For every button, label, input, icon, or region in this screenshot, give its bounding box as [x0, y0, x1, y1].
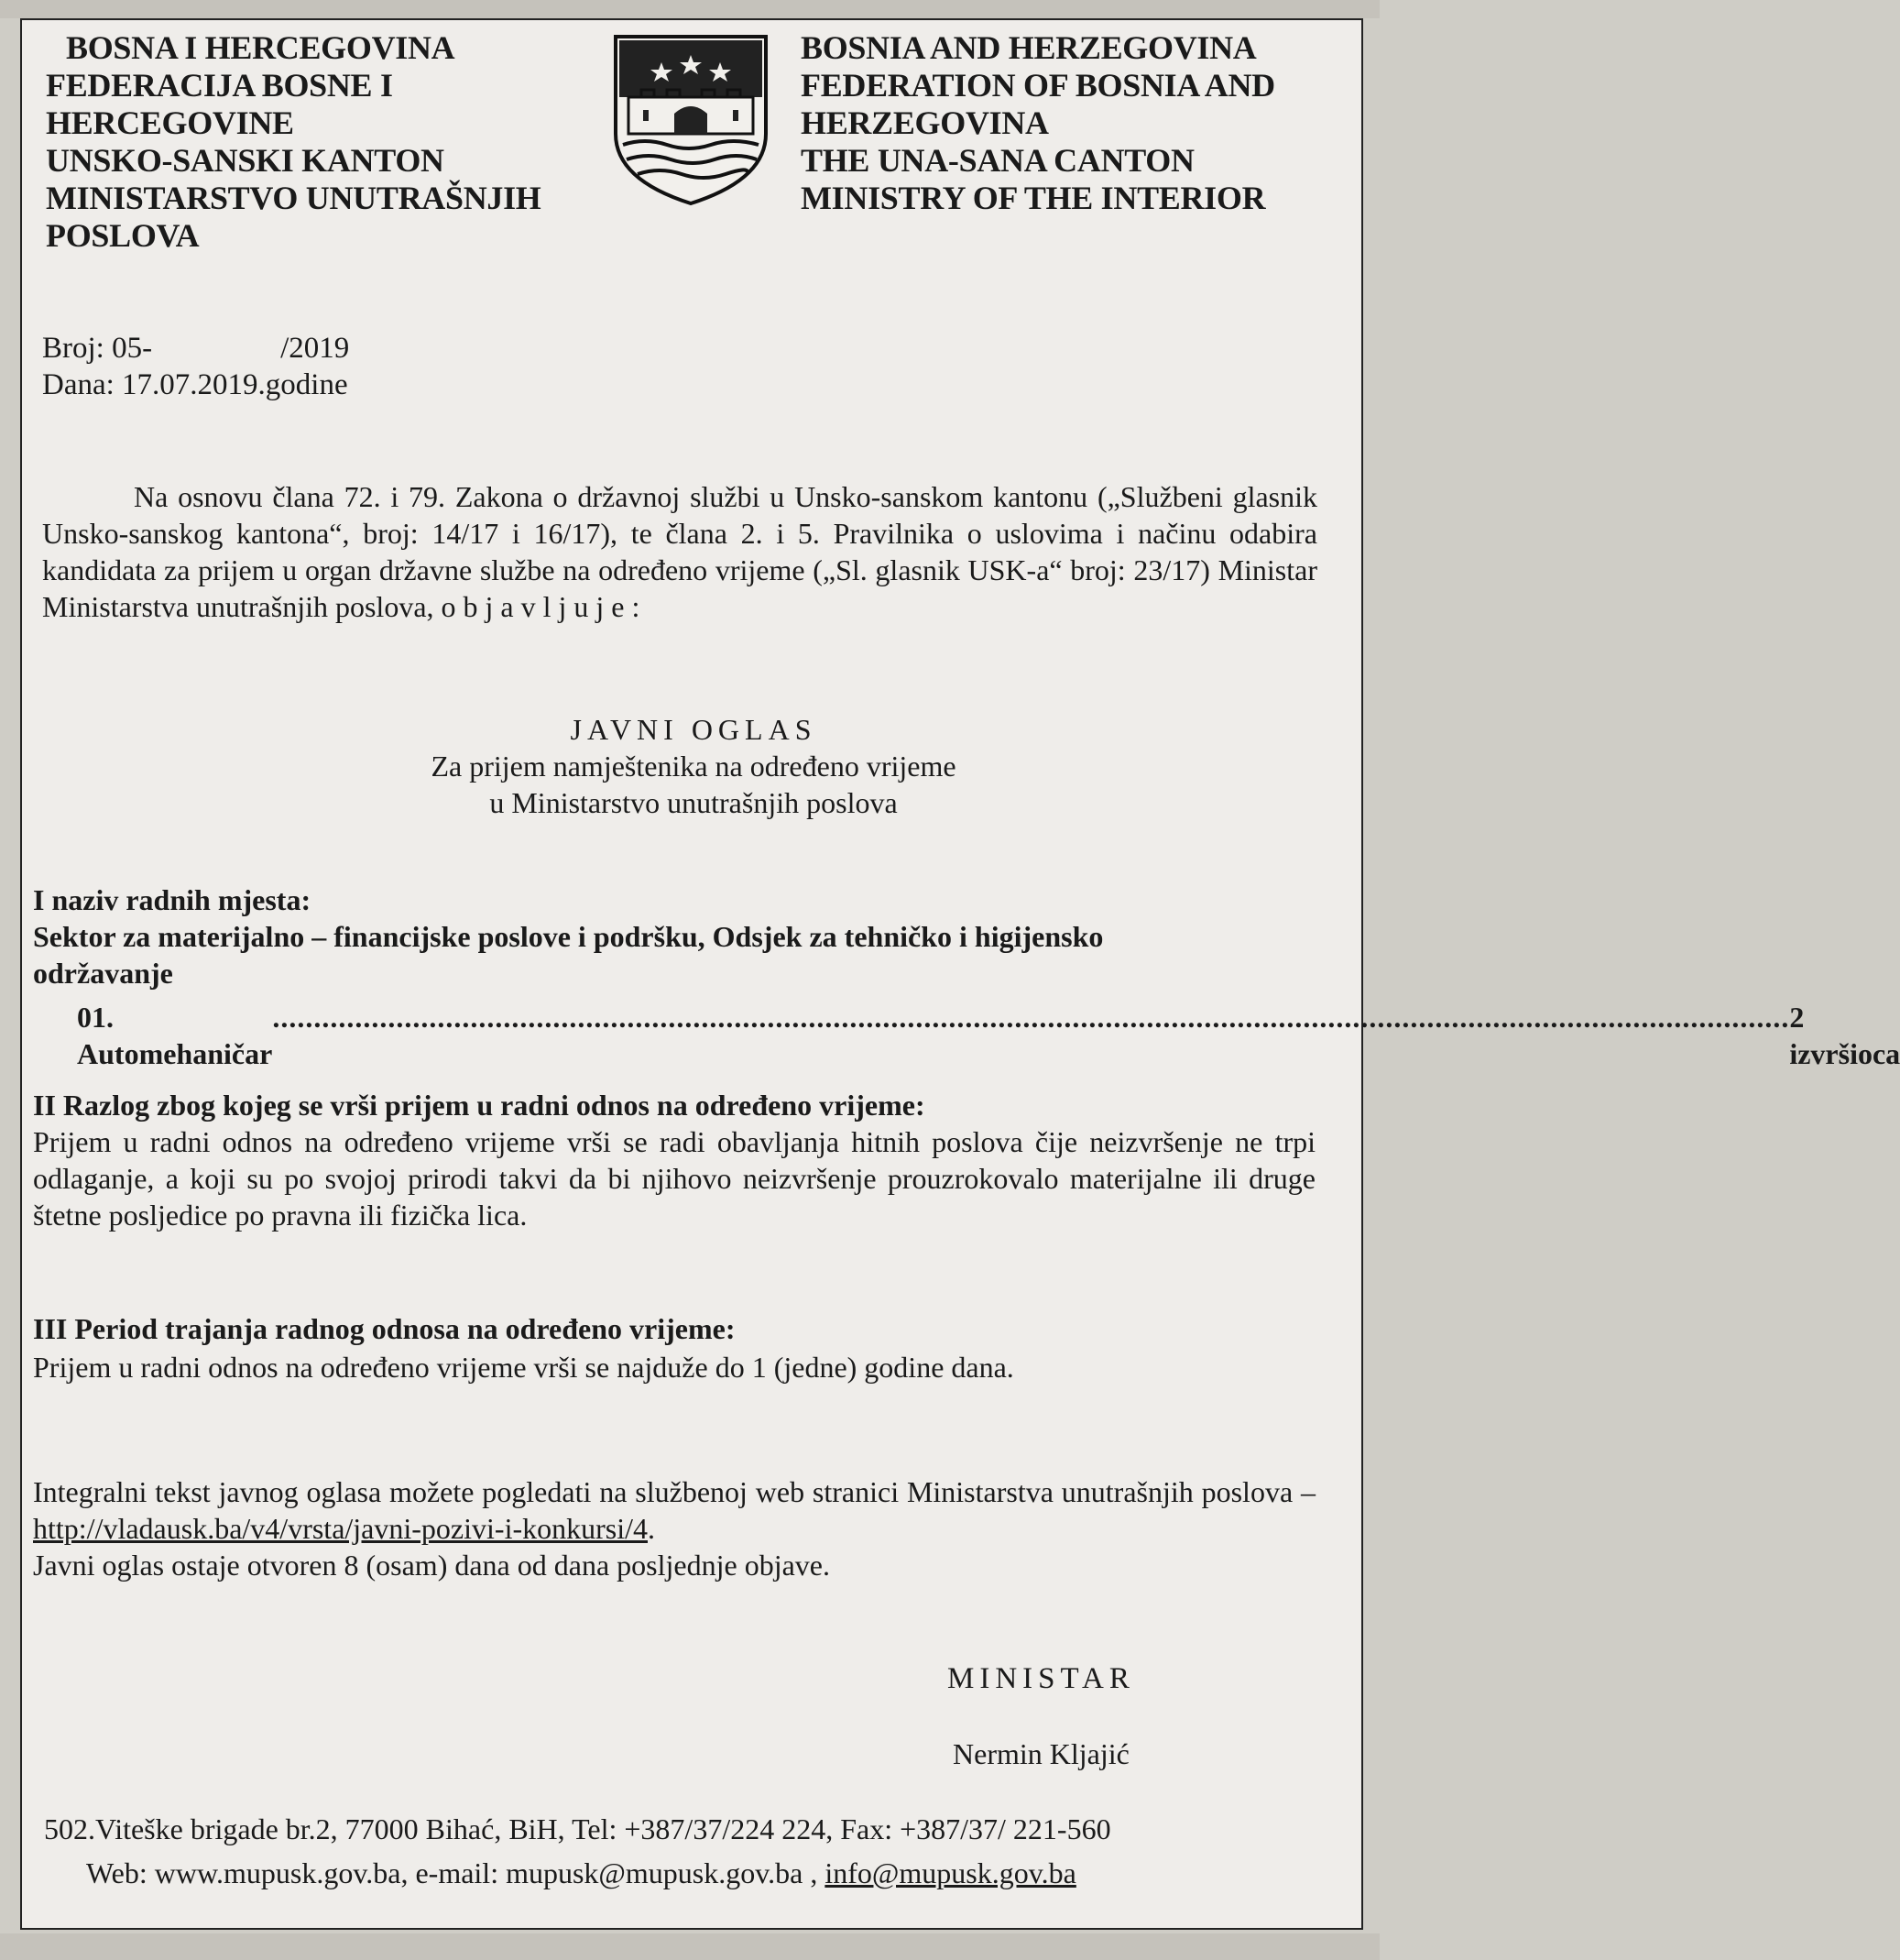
info-punct: .: [648, 1512, 655, 1545]
section-text: Prijem u radni odnos na određeno vrijeme vrši se najduže do 1 (jedne) godine dana.: [33, 1351, 1014, 1384]
section-heading: II Razlog zbog kojeg se vrši prijem u radni odnos na određeno vrijeme:: [33, 1089, 925, 1122]
sector-name: održavanje: [33, 957, 173, 990]
intro-paragraph: Na osnovu člana 72. i 79. Zakona o državnoj službi u Unsko-sanskom kantonu („Službeni glasnik Unsko-sanskog kantona“, broj: 14/17 i 16/17), te člana 2. i 5. Pravilnika o uslovima i načinu odabira kandidata za prijem u organ državne službe na određeno vrijeme („Sl. glasnik USK-a“ broj: 23/17) Ministar Ministarstva unutrašnjih poslova, o b j a v l j u j e :: [42, 480, 1317, 623]
header-right-line: HERZEGOVINA: [801, 104, 1049, 141]
section-heading: I naziv radnih mjesta:: [33, 883, 311, 916]
background-bleed: [0, 0, 1380, 18]
signatory-title: MINISTAR: [947, 1662, 1135, 1695]
leader-dots: ........................................................................................................................................................................................: [272, 1001, 1790, 1034]
header-left: [46, 29, 595, 255]
open-period-text: Javni oglas ostaje otvoren 8 (osam) dana od dana posljednje objave.: [33, 1549, 830, 1582]
reference-year: /2019: [280, 332, 350, 365]
reference-label: Broj: 05-: [42, 332, 153, 365]
header-left-line: POSLOVA: [46, 217, 200, 254]
document-title: JAVNI OGLAS: [570, 713, 817, 746]
website-link[interactable]: http://vladausk.ba/v4/vrsta/javni-pozivi-i-konkursi/4: [33, 1512, 648, 1545]
document-subtitle: u Ministarstvo unutrašnjih poslova: [489, 786, 898, 819]
sector-name: Sektor za materijalno – financijske poslove i podršku, Odsjek za tehničko i higijensko: [33, 920, 1104, 953]
job-count: 2 izvršioca: [1789, 1001, 1900, 1070]
header-right-line: BOSNIA AND HERZEGOVINA: [801, 29, 1257, 66]
section-text: Prijem u radni odnos na određeno vrijeme vrši se radi obavljanja hitnih poslova čije neizvršenje ne trpi odlaganje, a koji su po svojoj prirodi takvi da bi njihovo neizvršenje prouzrokovalo materijalne ili druge štetne posljedice po pravna ili fizička lica.: [33, 1125, 1316, 1232]
header-left-line: HERCEGOVINE: [46, 104, 294, 141]
section-heading: III Period trajanja radnog odnosa na određeno vrijeme:: [33, 1312, 736, 1345]
header-right-line: MINISTRY OF THE INTERIOR: [801, 180, 1266, 216]
reference-number: [42, 330, 349, 367]
signatory-name: Nermin Kljajić: [953, 1737, 1130, 1770]
header-left-line: UNSKO-SANSKI KANTON: [46, 142, 444, 179]
header-right: [801, 29, 1350, 217]
job-name: 01. Automehaničar: [77, 1001, 273, 1070]
footer-web-email: Web: www.mupusk.gov.ba, e-mail: mupusk@mupusk.gov.ba ,: [86, 1856, 825, 1889]
header-left-line: FEDERACIJA BOSNE I: [46, 67, 393, 104]
document-meta: [42, 330, 349, 403]
header-left-line: BOSNA I HERCEGOVINA: [66, 29, 455, 66]
document-subtitle: Za prijem namještenika na određeno vrijeme: [431, 750, 956, 783]
header-right-line: THE UNA-SANA CANTON: [801, 142, 1195, 179]
info-paragraph: [33, 1473, 1316, 1583]
coat-of-arms-icon: [608, 33, 773, 207]
footer-address: 502.Viteške brigade br.2, 77000 Bihać, BiH, Tel: +387/37/224 224, Fax: +387/37/ 221-560: [44, 1812, 1111, 1845]
job-position: [77, 999, 1900, 1072]
header-right-line: FEDERATION OF BOSNIA AND: [801, 67, 1275, 104]
background-bleed: [0, 1933, 1380, 1960]
email-link[interactable]: info@mupusk.gov.ba: [824, 1856, 1076, 1889]
info-text: Integralni tekst javnog oglasa možete pogledati na službenoj web stranici Ministarstva unutrašnjih poslova –: [33, 1475, 1316, 1508]
document-date: Dana: 17.07.2019.godine: [42, 368, 348, 401]
footer-contacts: [86, 1856, 1076, 1890]
document-sheet: [20, 18, 1900, 1930]
header-left-line: MINISTARSTVO UNUTRAŠNJIH: [46, 180, 541, 216]
